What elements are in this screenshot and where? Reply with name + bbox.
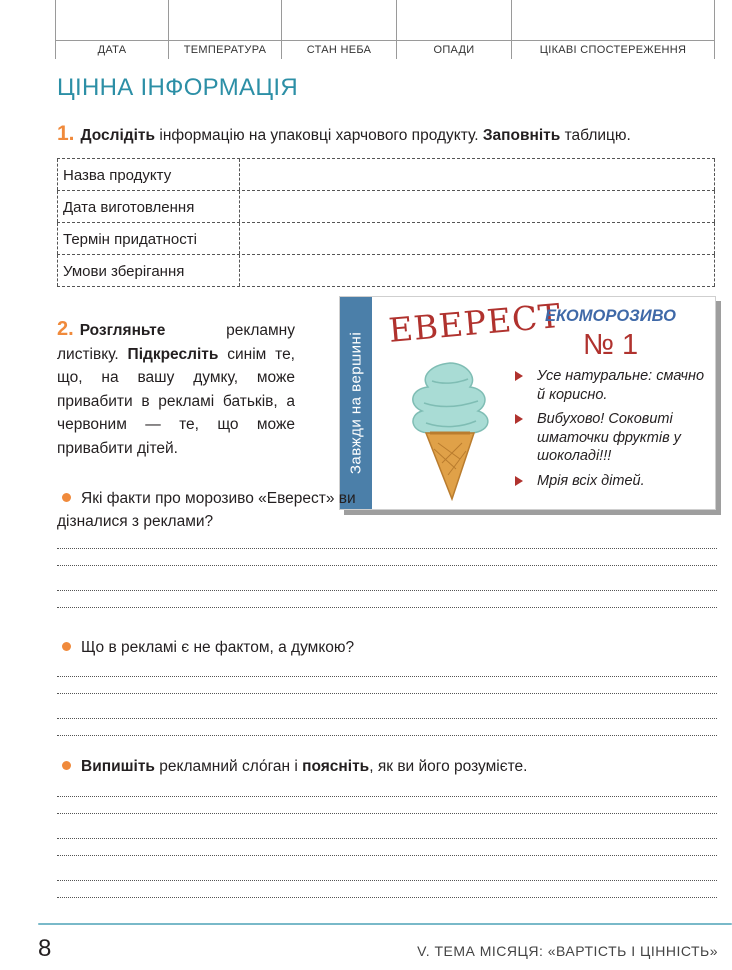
ad-rank: № 1 [582,329,639,361]
footer-divider [38,923,732,925]
weather-header-temperature: ТЕМПЕРАТУРА [168,41,281,59]
question-1-text: Які факти про морозиво «Еверест» ви дізналися з реклами? [57,490,356,530]
question-1-bullet-icon [62,493,71,502]
answer-line[interactable] [57,718,717,719]
task-1-verb-fill: Заповніть [482,127,561,144]
task-2-instruction [57,318,295,460]
question-3-text-a: рекламний сло́ган і [154,758,303,775]
ad-slogan-strip [340,297,372,509]
weather-cell-precipitation[interactable] [396,0,511,40]
question-3-bullet-icon [62,761,71,770]
task-1-verb-investigate: Дослідіть [80,127,156,144]
product-label-name: Назва продукту [57,159,240,190]
answer-line[interactable] [57,676,717,677]
task-1-instruction [57,122,631,146]
ice-cream-cone-icon [400,359,500,501]
product-value-storage[interactable] [240,255,715,286]
task-1-number: 1. [57,122,75,145]
product-row-name [57,158,715,191]
answer-line[interactable] [57,735,717,736]
weather-cell-temperature[interactable] [168,0,281,40]
ad-brand: ЕВЕРЕСТ [387,295,563,350]
answer-line[interactable] [57,897,717,898]
answer-line[interactable] [57,813,717,814]
question-2-text: Що в рекламі є не фактом, а думкою? [81,639,355,656]
weather-header-date: ДАТА [55,41,168,59]
task-2-verb-examine: Розгляньте [79,322,166,339]
question-2-bullet-icon [62,642,71,651]
question-3-text-b: , як ви його розумієте. [369,758,528,775]
weather-cell-sky[interactable] [281,0,396,40]
product-value-name[interactable] [240,159,715,190]
question-3-verb-write: Випишіть [81,758,155,775]
weather-cell-observations[interactable] [511,0,715,40]
weather-header-sky: СТАН НЕБА [281,41,396,59]
weather-table-headers [55,41,715,59]
product-row-shelf-life [57,223,715,255]
product-row-storage [57,255,715,287]
answer-line[interactable] [57,880,717,881]
answer-line[interactable] [57,796,717,797]
task-1-text-b: таблицю. [560,127,631,144]
task-2-text-a: рекламну листівку. [57,322,295,363]
answer-line[interactable] [57,855,717,856]
question-2 [57,636,354,659]
page-number: 8 [38,935,52,962]
question-3 [57,755,527,778]
weather-header-observations: ЦІКАВІ СПОСТЕРЕЖЕННЯ [511,41,715,59]
running-head: V. ТЕМА МІСЯЦЯ: «ВАРТІСТЬ І ЦІННІСТЬ» [417,943,718,959]
task-2-text-b: синім те, що, на вашу думку, може привабити в рекламі батьків, а червоним — те, що може привабити дітей. [57,345,295,457]
ad-point-dream: Мрія всіх дітей. [512,472,707,491]
answer-line[interactable] [57,607,717,608]
task-2-verb-underline: Підкресліть [127,345,219,363]
ice-cream-advertisement [339,296,716,510]
ad-eco-label: ЕКОМОРОЗИВО [545,307,676,325]
answer-line[interactable] [57,590,717,591]
question-1 [57,487,367,533]
answer-line[interactable] [57,565,717,566]
ad-slogan: Завжди на вершині [347,331,365,475]
product-label-shelf-life: Термін придатності [57,223,240,254]
section-title: ЦІННА ІНФОРМАЦІЯ [57,74,298,101]
ad-point-natural: Усе натуральне: смачно й корисно. [512,367,707,404]
weather-header-precipitation: ОПАДИ [396,41,511,59]
product-label-manufacture-date: Дата виготовлення [57,191,240,222]
answer-line[interactable] [57,838,717,839]
product-label-storage: Умови зберігання [57,255,240,286]
answer-line[interactable] [57,693,717,694]
weather-cell-date[interactable] [55,0,168,40]
product-value-manufacture-date[interactable] [240,191,715,222]
task-1-text-a: інформацію на упаковці харчового продукту. [155,127,483,144]
weather-table-cells [55,0,715,41]
ad-point-fruit: Вибухово! Соковиті шматочки фруктів у шоколаді!!! [512,410,707,466]
task-2-number: 2. [57,318,74,340]
product-row-manufacture-date [57,191,715,223]
question-3-verb-explain: поясніть [302,758,370,775]
answer-line[interactable] [57,548,717,549]
product-table [57,158,715,287]
weather-table [55,0,715,58]
product-value-shelf-life[interactable] [240,223,715,254]
ad-points [512,367,707,496]
